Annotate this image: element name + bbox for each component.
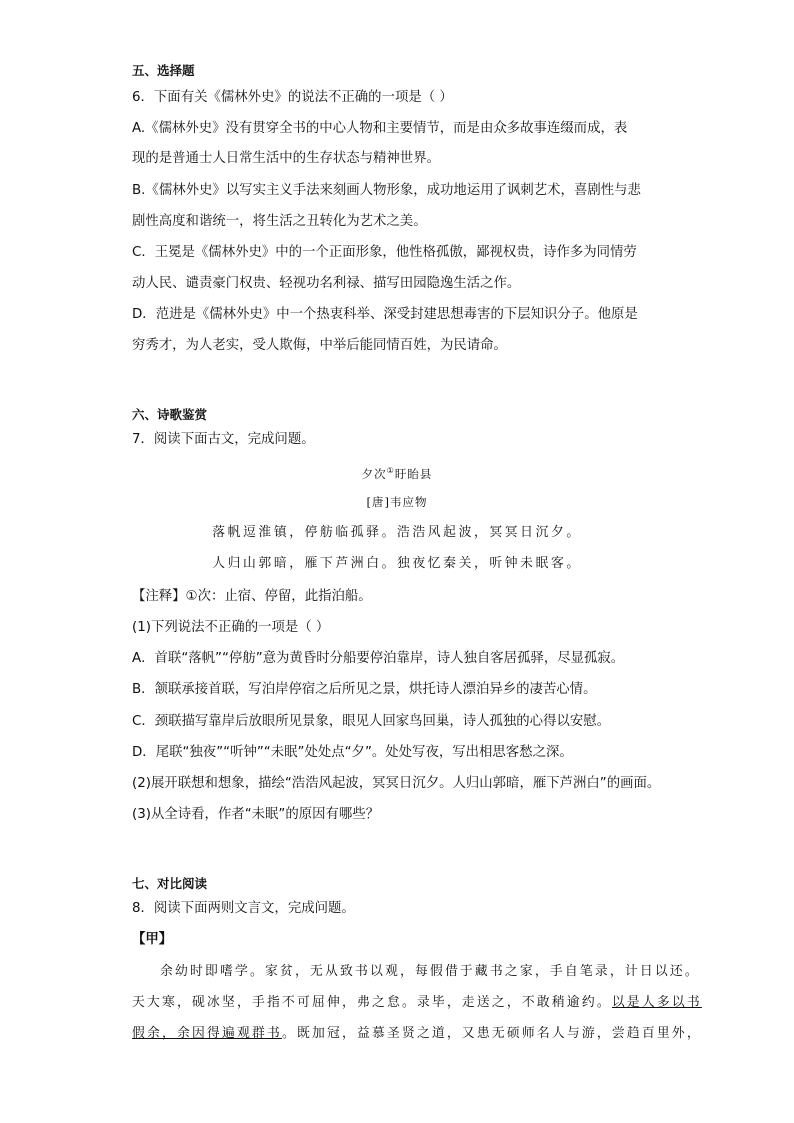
poem-option-a: A．首联“落帆”“停舫”意为黄昏时分船要停泊靠岸，诗人独自客居孤驿，尽显孤寂。 — [132, 651, 625, 666]
option-c-line1: C．王冕是《儒林外史》中的一个正面形象，他性格孤傲，鄙视权贵，诗作多为同情劳 — [132, 245, 637, 260]
subquestion-3: (3)从全诗看，作者“未眠”的原因有哪些？ — [132, 807, 380, 822]
section-heading-choice: 五、选择题 — [132, 63, 195, 78]
underlined-phrase-1: 以是人多以书 — [611, 995, 702, 1010]
subquestion-2: (2)展开联想和想象，描绘“浩浩风起波，冥冥日沉夕。人归山郭暗，雁下芦洲白”的画面。 — [132, 776, 661, 791]
passage-line-1: 余幼时即嗜学。家贫，无从致书以观，每假借于藏书之家，手自笔录，计日以还。 — [160, 964, 700, 979]
option-a-line1: A.《儒林外史》没有贯穿全书的中心人物和主要情节，而是由众多故事连缀而成，表 — [132, 121, 628, 136]
passage-label-jia: 【甲】 — [132, 932, 173, 947]
poem-author: [唐]韦应物 — [366, 495, 428, 509]
passage-line-3 — [132, 1025, 702, 1043]
subquestion-1: (1)下列说法不正确的一项是（ ） — [132, 620, 330, 635]
passage-line-2-text: 天大寒，砚冰坚，手指不可屈伸，弗之怠。录毕，走送之，不敢稍逾约。 — [132, 995, 612, 1010]
underlined-phrase-2: 假余，余因得遍观群书 — [132, 1026, 282, 1041]
poem-title-text: 夕次 — [361, 466, 387, 481]
passage-line-3-text: 。既加冠，益慕圣贤之道，又患无硕师名人与游，尝趋百里外， — [281, 1026, 702, 1041]
option-d-line1: D．范进是《儒林外史》中一个热衷科举、深受封建思想毒害的下层知识分子。他原是 — [132, 307, 638, 322]
option-b-line1: B.《儒林外史》以写实主义手法来刻画人物形象，成功地运用了讽刺艺术，喜剧性与悲 — [132, 183, 641, 198]
footnote-marker: ① — [386, 466, 395, 475]
option-b-line2: 剧性高度和谐统一，将生活之丑转化为艺术之美。 — [132, 214, 427, 229]
poem-note: 【注释】①次：止宿、停留，此指泊船。 — [132, 589, 372, 604]
poem-line-1: 落帆逗淮镇，停舫临孤驿。浩浩风起波，冥冥日沉夕。 — [212, 525, 582, 540]
section-heading-poetry: 六、诗歌鉴赏 — [132, 407, 208, 422]
question-7: 7．阅读下面古文，完成问题。 — [132, 432, 315, 447]
passage-line-2 — [132, 994, 702, 1012]
poem-line-2: 人归山郭暗，雁下芦洲白。独夜忆秦关，听钟未眠客。 — [212, 556, 582, 571]
option-d-line2: 穷秀才，为人老实，受人欺侮，中举后能同情百姓，为民请命。 — [132, 338, 507, 353]
poem-title — [0, 462, 794, 483]
question-8: 8．阅读下面两则文言文，完成问题。 — [132, 901, 355, 916]
question-6: 6．下面有关《儒林外史》的说法不正确的一项是（ ） — [132, 90, 453, 105]
poem-option-b: B．颔联承接首联，写泊岸停宿之后所见之景，烘托诗人漂泊异乡的凄苦心情。 — [132, 682, 597, 697]
poem-option-c: C．颈联描写靠岸后放眼所见景象，眼见人回家鸟回巢，诗人孤独的心得以安慰。 — [132, 714, 611, 729]
poem-title-place: 盱眙县 — [394, 466, 433, 481]
poem-option-d: D．尾联“独夜”“听钟”“未眠”处处点“夕”。处处写夜，写出相思客愁之深。 — [132, 745, 573, 760]
section-heading-comparison: 七、对比阅读 — [132, 876, 208, 891]
option-c-line2: 动人民、谴责豪门权贵、轻视功名利禄、描写田园隐逸生活之作。 — [132, 276, 521, 291]
option-a-line2: 现的是普通士人日常生活中的生存状态与精神世界。 — [132, 151, 440, 166]
